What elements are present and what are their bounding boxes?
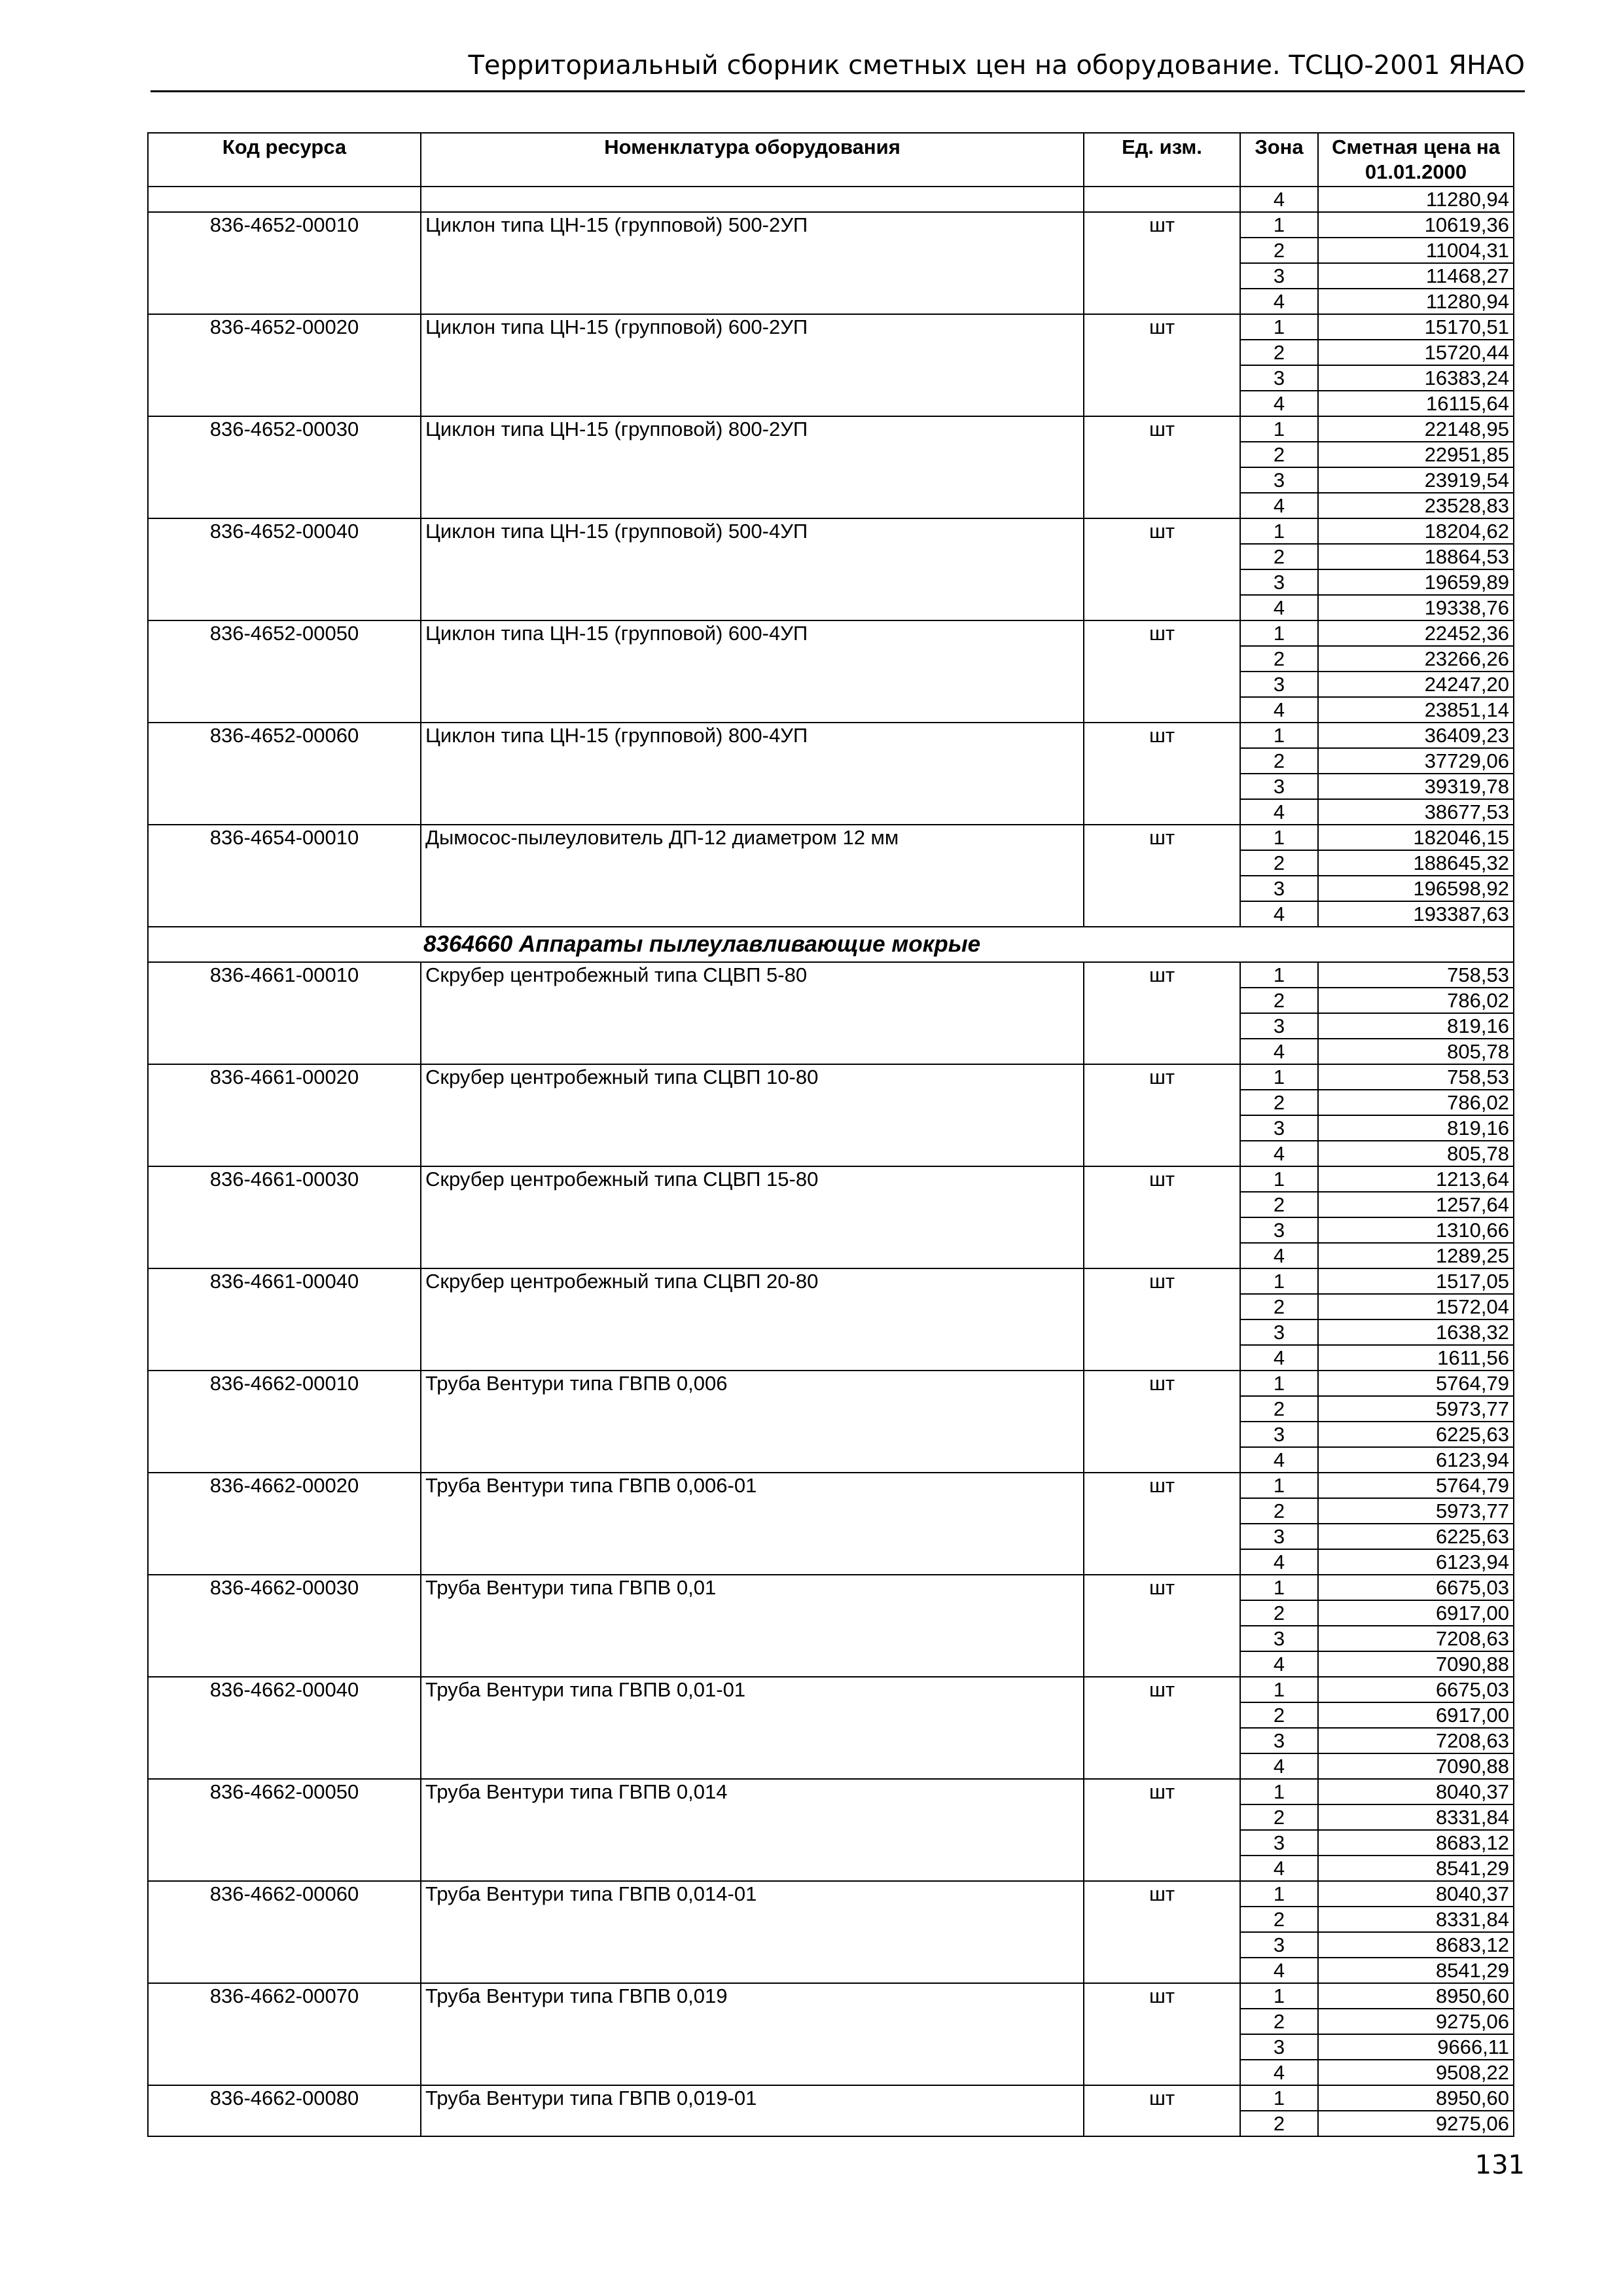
cell-price: 5973,77 — [1318, 1396, 1514, 1422]
cell-zone: 2 — [1240, 2111, 1318, 2136]
cell-price: 7090,88 — [1318, 1651, 1514, 1677]
cell-price: 9275,06 — [1318, 2111, 1514, 2136]
cell-zone: 2 — [1240, 544, 1318, 569]
cell-price: 6917,00 — [1318, 1600, 1514, 1626]
cell-zone: 1 — [1240, 1779, 1318, 1804]
cell-price: 1611,56 — [1318, 1345, 1514, 1371]
cell-price: 22951,85 — [1318, 442, 1514, 467]
cell-zone: 2 — [1240, 646, 1318, 672]
cell-unit: шт — [1084, 620, 1240, 723]
cell-price: 1517,05 — [1318, 1268, 1514, 1294]
cell-price: 10619,36 — [1318, 212, 1514, 238]
cell-price: 11468,27 — [1318, 263, 1514, 289]
cell-unit: шт — [1084, 1677, 1240, 1779]
cell-name: Циклон типа ЦН-15 (групповой) 500-2УП — [421, 212, 1084, 314]
cell-price: 15720,44 — [1318, 340, 1514, 365]
cell-zone: 1 — [1240, 962, 1318, 988]
cell-price: 22452,36 — [1318, 620, 1514, 646]
column-header-unit: Ед. изм. — [1084, 133, 1240, 187]
cell-name: Труба Вентури типа ГВПВ 0,01 — [421, 1575, 1084, 1677]
cell-code: 836-4661-00040 — [148, 1268, 421, 1371]
carryover-row — [148, 187, 1514, 212]
cell-code: 836-4652-00060 — [148, 723, 421, 825]
cell-zone: 2 — [1240, 1294, 1318, 1319]
cell-zone: 4 — [1240, 799, 1318, 825]
cell-price: 11280,94 — [1318, 289, 1514, 314]
cell-price: 8331,84 — [1318, 1804, 1514, 1830]
cell-zone: 1 — [1240, 620, 1318, 646]
table-body — [148, 187, 1514, 2136]
cell-zone: 1 — [1240, 1881, 1318, 1907]
cell-price: 758,53 — [1318, 962, 1514, 988]
cell-zone: 1 — [1240, 1473, 1318, 1498]
cell-zone: 1 — [1240, 518, 1318, 544]
cell-zone: 3 — [1240, 1422, 1318, 1447]
cell-zone: 3 — [1240, 1524, 1318, 1549]
cell-zone: 3 — [1240, 1319, 1318, 1345]
cell-zone: 1 — [1240, 825, 1318, 850]
cell-name: Скрубер центробежный типа СЦВП 15-80 — [421, 1166, 1084, 1268]
cell-zone: 4 — [1240, 697, 1318, 723]
cell-unit: шт — [1084, 212, 1240, 314]
cell-code: 836-4661-00030 — [148, 1166, 421, 1268]
cell-zone: 3 — [1240, 876, 1318, 901]
cell-zone: 2 — [1240, 1396, 1318, 1422]
cell-price: 196598,92 — [1318, 876, 1514, 901]
column-header-name: Номенклатура оборудования — [421, 133, 1084, 187]
table-row — [148, 1881, 1514, 1907]
cell-unit: шт — [1084, 962, 1240, 1064]
header-divider — [151, 90, 1525, 92]
cell-price: 6123,94 — [1318, 1549, 1514, 1575]
table-row — [148, 518, 1514, 544]
cell-name: Труба Вентури типа ГВПВ 0,006-01 — [421, 1473, 1084, 1575]
cell-zone: 1 — [1240, 1983, 1318, 2009]
table-row — [148, 1677, 1514, 1702]
cell-zone: 4 — [1240, 1447, 1318, 1473]
cell-code: 836-4654-00010 — [148, 825, 421, 927]
section-row — [148, 927, 1514, 962]
cell-price: 758,53 — [1318, 1064, 1514, 1090]
cell-price: 19338,76 — [1318, 595, 1514, 620]
cell-price: 188645,32 — [1318, 850, 1514, 876]
cell-unit: шт — [1084, 314, 1240, 416]
cell-zone: 4 — [1240, 187, 1318, 212]
table-row — [148, 212, 1514, 238]
cell-price: 7090,88 — [1318, 1753, 1514, 1779]
cell-code: 836-4652-00010 — [148, 212, 421, 314]
cell-price: 19659,89 — [1318, 569, 1514, 595]
cell-zone: 3 — [1240, 1728, 1318, 1753]
cell-unit: шт — [1084, 1779, 1240, 1881]
cell-name — [421, 187, 1084, 212]
cell-price: 8040,37 — [1318, 1881, 1514, 1907]
cell-zone: 4 — [1240, 1345, 1318, 1371]
cell-code: 836-4662-00010 — [148, 1371, 421, 1473]
cell-price: 7208,63 — [1318, 1728, 1514, 1753]
cell-name: Циклон типа ЦН-15 (групповой) 800-4УП — [421, 723, 1084, 825]
cell-name: Дымосос-пылеуловитель ДП-12 диаметром 12 мм — [421, 825, 1084, 927]
cell-zone: 3 — [1240, 263, 1318, 289]
page-header: Территориальный сборник сметных цен на оборудование. ТСЦО-2001 ЯНАО — [468, 50, 1525, 81]
cell-price: 8040,37 — [1318, 1779, 1514, 1804]
table-row — [148, 723, 1514, 748]
cell-price: 5764,79 — [1318, 1473, 1514, 1498]
cell-price: 18864,53 — [1318, 544, 1514, 569]
cell-code: 836-4662-00060 — [148, 1881, 421, 1983]
cell-price: 8683,12 — [1318, 1932, 1514, 1958]
cell-price: 1257,64 — [1318, 1192, 1514, 1217]
page-number: 131 — [1474, 2150, 1525, 2180]
cell-zone: 4 — [1240, 1549, 1318, 1575]
cell-code: 836-4661-00020 — [148, 1064, 421, 1166]
cell-price: 8541,29 — [1318, 1958, 1514, 1983]
cell-zone: 1 — [1240, 1064, 1318, 1090]
cell-unit: шт — [1084, 1166, 1240, 1268]
cell-unit: шт — [1084, 1371, 1240, 1473]
table-row — [148, 1268, 1514, 1294]
cell-price: 786,02 — [1318, 1090, 1514, 1115]
cell-zone: 2 — [1240, 988, 1318, 1013]
cell-price: 7208,63 — [1318, 1626, 1514, 1651]
cell-unit: шт — [1084, 825, 1240, 927]
cell-code: 836-4662-00070 — [148, 1983, 421, 2085]
cell-unit: шт — [1084, 1473, 1240, 1575]
cell-price: 8950,60 — [1318, 1983, 1514, 2009]
cell-unit: шт — [1084, 518, 1240, 620]
cell-price: 193387,63 — [1318, 901, 1514, 927]
cell-zone: 3 — [1240, 569, 1318, 595]
table-row — [148, 314, 1514, 340]
cell-zone: 2 — [1240, 2009, 1318, 2034]
cell-price: 786,02 — [1318, 988, 1514, 1013]
cell-zone: 3 — [1240, 1830, 1318, 1856]
cell-zone: 2 — [1240, 1192, 1318, 1217]
cell-zone: 3 — [1240, 1932, 1318, 1958]
cell-price: 819,16 — [1318, 1013, 1514, 1039]
cell-code: 836-4652-00040 — [148, 518, 421, 620]
cell-zone: 3 — [1240, 774, 1318, 799]
cell-code: 836-4662-00020 — [148, 1473, 421, 1575]
cell-zone: 1 — [1240, 212, 1318, 238]
cell-price: 8541,29 — [1318, 1856, 1514, 1881]
cell-name: Труба Вентури типа ГВПВ 0,014 — [421, 1779, 1084, 1881]
cell-name: Труба Вентури типа ГВПВ 0,014-01 — [421, 1881, 1084, 1983]
cell-price: 8950,60 — [1318, 2085, 1514, 2111]
cell-name: Циклон типа ЦН-15 (групповой) 800-2УП — [421, 416, 1084, 518]
cell-code: 836-4662-00080 — [148, 2085, 421, 2136]
cell-zone: 2 — [1240, 1804, 1318, 1830]
cell-name: Труба Вентури типа ГВПВ 0,019-01 — [421, 2085, 1084, 2136]
cell-price: 9275,06 — [1318, 2009, 1514, 2034]
cell-zone: 2 — [1240, 340, 1318, 365]
header-row — [148, 133, 1514, 187]
cell-zone: 1 — [1240, 723, 1318, 748]
cell-name: Труба Вентури типа ГВПВ 0,006 — [421, 1371, 1084, 1473]
table-row — [148, 1064, 1514, 1090]
cell-name: Труба Вентури типа ГВПВ 0,019 — [421, 1983, 1084, 2085]
cell-price: 6675,03 — [1318, 1575, 1514, 1600]
cell-code — [148, 187, 421, 212]
cell-unit: шт — [1084, 723, 1240, 825]
section-title: 8364660 Аппараты пылеулавливающие мокрые — [148, 927, 1514, 962]
cell-zone: 2 — [1240, 1090, 1318, 1115]
cell-zone: 2 — [1240, 442, 1318, 467]
cell-zone: 3 — [1240, 467, 1318, 493]
cell-price: 8683,12 — [1318, 1830, 1514, 1856]
table-row — [148, 962, 1514, 988]
table-row — [148, 825, 1514, 850]
cell-price: 11280,94 — [1318, 187, 1514, 212]
table-row — [148, 416, 1514, 442]
table-row — [148, 1575, 1514, 1600]
cell-unit: шт — [1084, 416, 1240, 518]
cell-price: 9508,22 — [1318, 2060, 1514, 2085]
cell-zone: 3 — [1240, 1217, 1318, 1243]
cell-zone: 2 — [1240, 1498, 1318, 1524]
cell-zone: 4 — [1240, 289, 1318, 314]
cell-price: 6675,03 — [1318, 1677, 1514, 1702]
cell-price: 22148,95 — [1318, 416, 1514, 442]
cell-unit: шт — [1084, 2085, 1240, 2136]
cell-zone: 1 — [1240, 2085, 1318, 2111]
cell-price: 23919,54 — [1318, 467, 1514, 493]
table-row — [148, 1779, 1514, 1804]
cell-price: 1213,64 — [1318, 1166, 1514, 1192]
cell-price: 23528,83 — [1318, 493, 1514, 518]
cell-price: 5973,77 — [1318, 1498, 1514, 1524]
cell-code: 836-4662-00030 — [148, 1575, 421, 1677]
column-header-code: Код ресурса — [148, 133, 421, 187]
cell-zone: 4 — [1240, 391, 1318, 416]
cell-price: 6225,63 — [1318, 1524, 1514, 1549]
cell-name: Циклон типа ЦН-15 (групповой) 500-4УП — [421, 518, 1084, 620]
column-header-zone: Зона — [1240, 133, 1318, 187]
cell-zone: 4 — [1240, 1753, 1318, 1779]
cell-zone: 3 — [1240, 672, 1318, 697]
cell-zone: 2 — [1240, 1702, 1318, 1728]
cell-zone: 1 — [1240, 314, 1318, 340]
cell-price: 805,78 — [1318, 1039, 1514, 1064]
table-row — [148, 1473, 1514, 1498]
cell-name: Циклон типа ЦН-15 (групповой) 600-4УП — [421, 620, 1084, 723]
cell-zone: 3 — [1240, 2034, 1318, 2060]
cell-price: 18204,62 — [1318, 518, 1514, 544]
cell-price: 16115,64 — [1318, 391, 1514, 416]
cell-unit — [1084, 187, 1240, 212]
cell-price: 38677,53 — [1318, 799, 1514, 825]
cell-unit: шт — [1084, 1268, 1240, 1371]
cell-price: 8331,84 — [1318, 1907, 1514, 1932]
table-row — [148, 1371, 1514, 1396]
cell-zone: 4 — [1240, 1856, 1318, 1881]
table-row — [148, 1983, 1514, 2009]
cell-zone: 4 — [1240, 1039, 1318, 1064]
cell-price: 1310,66 — [1318, 1217, 1514, 1243]
cell-price: 805,78 — [1318, 1141, 1514, 1166]
cell-price: 39319,78 — [1318, 774, 1514, 799]
cell-zone: 4 — [1240, 901, 1318, 927]
cell-price: 36409,23 — [1318, 723, 1514, 748]
cell-zone: 1 — [1240, 1166, 1318, 1192]
cell-price: 24247,20 — [1318, 672, 1514, 697]
cell-zone: 1 — [1240, 1677, 1318, 1702]
cell-name: Труба Вентури типа ГВПВ 0,01-01 — [421, 1677, 1084, 1779]
cell-zone: 2 — [1240, 748, 1318, 774]
cell-zone: 3 — [1240, 1626, 1318, 1651]
cell-unit: шт — [1084, 1881, 1240, 1983]
cell-name: Скрубер центробежный типа СЦВП 20-80 — [421, 1268, 1084, 1371]
cell-zone: 4 — [1240, 1651, 1318, 1677]
column-header-price: Сметная цена на 01.01.2000 — [1318, 133, 1514, 187]
cell-zone: 2 — [1240, 1600, 1318, 1626]
cell-zone: 1 — [1240, 1371, 1318, 1396]
cell-zone: 2 — [1240, 850, 1318, 876]
cell-price: 11004,31 — [1318, 238, 1514, 263]
cell-code: 836-4661-00010 — [148, 962, 421, 1064]
cell-zone: 1 — [1240, 1575, 1318, 1600]
cell-name: Циклон типа ЦН-15 (групповой) 600-2УП — [421, 314, 1084, 416]
cell-price: 37729,06 — [1318, 748, 1514, 774]
cell-zone: 4 — [1240, 493, 1318, 518]
cell-code: 836-4662-00040 — [148, 1677, 421, 1779]
cell-price: 23266,26 — [1318, 646, 1514, 672]
table-head — [148, 133, 1514, 187]
cell-zone: 4 — [1240, 2060, 1318, 2085]
cell-price: 182046,15 — [1318, 825, 1514, 850]
table-row — [148, 1166, 1514, 1192]
cell-code: 836-4652-00050 — [148, 620, 421, 723]
cell-price: 1572,04 — [1318, 1294, 1514, 1319]
cell-price: 23851,14 — [1318, 697, 1514, 723]
cell-price: 819,16 — [1318, 1115, 1514, 1141]
cell-zone: 3 — [1240, 365, 1318, 391]
cell-zone: 2 — [1240, 1907, 1318, 1932]
cell-price: 6917,00 — [1318, 1702, 1514, 1728]
cell-zone: 4 — [1240, 1141, 1318, 1166]
cell-price: 1638,32 — [1318, 1319, 1514, 1345]
cell-unit: шт — [1084, 1575, 1240, 1677]
cell-zone: 1 — [1240, 1268, 1318, 1294]
cell-zone: 4 — [1240, 1958, 1318, 1983]
cell-price: 16383,24 — [1318, 365, 1514, 391]
cell-zone: 3 — [1240, 1115, 1318, 1141]
cell-zone: 4 — [1240, 595, 1318, 620]
cell-code: 836-4652-00030 — [148, 416, 421, 518]
cell-code: 836-4662-00050 — [148, 1779, 421, 1881]
cell-price: 6225,63 — [1318, 1422, 1514, 1447]
cell-name: Скрубер центробежный типа СЦВП 5-80 — [421, 962, 1084, 1064]
cell-price: 6123,94 — [1318, 1447, 1514, 1473]
table-row — [148, 2085, 1514, 2111]
cell-price: 1289,25 — [1318, 1243, 1514, 1268]
cell-zone: 2 — [1240, 238, 1318, 263]
price-table — [147, 132, 1514, 2137]
cell-unit: шт — [1084, 1064, 1240, 1166]
cell-zone: 4 — [1240, 1243, 1318, 1268]
table-row — [148, 620, 1514, 646]
cell-name: Скрубер центробежный типа СЦВП 10-80 — [421, 1064, 1084, 1166]
cell-price: 5764,79 — [1318, 1371, 1514, 1396]
cell-price: 15170,51 — [1318, 314, 1514, 340]
cell-code: 836-4652-00020 — [148, 314, 421, 416]
cell-price: 9666,11 — [1318, 2034, 1514, 2060]
cell-zone: 3 — [1240, 1013, 1318, 1039]
cell-unit: шт — [1084, 1983, 1240, 2085]
cell-zone: 1 — [1240, 416, 1318, 442]
